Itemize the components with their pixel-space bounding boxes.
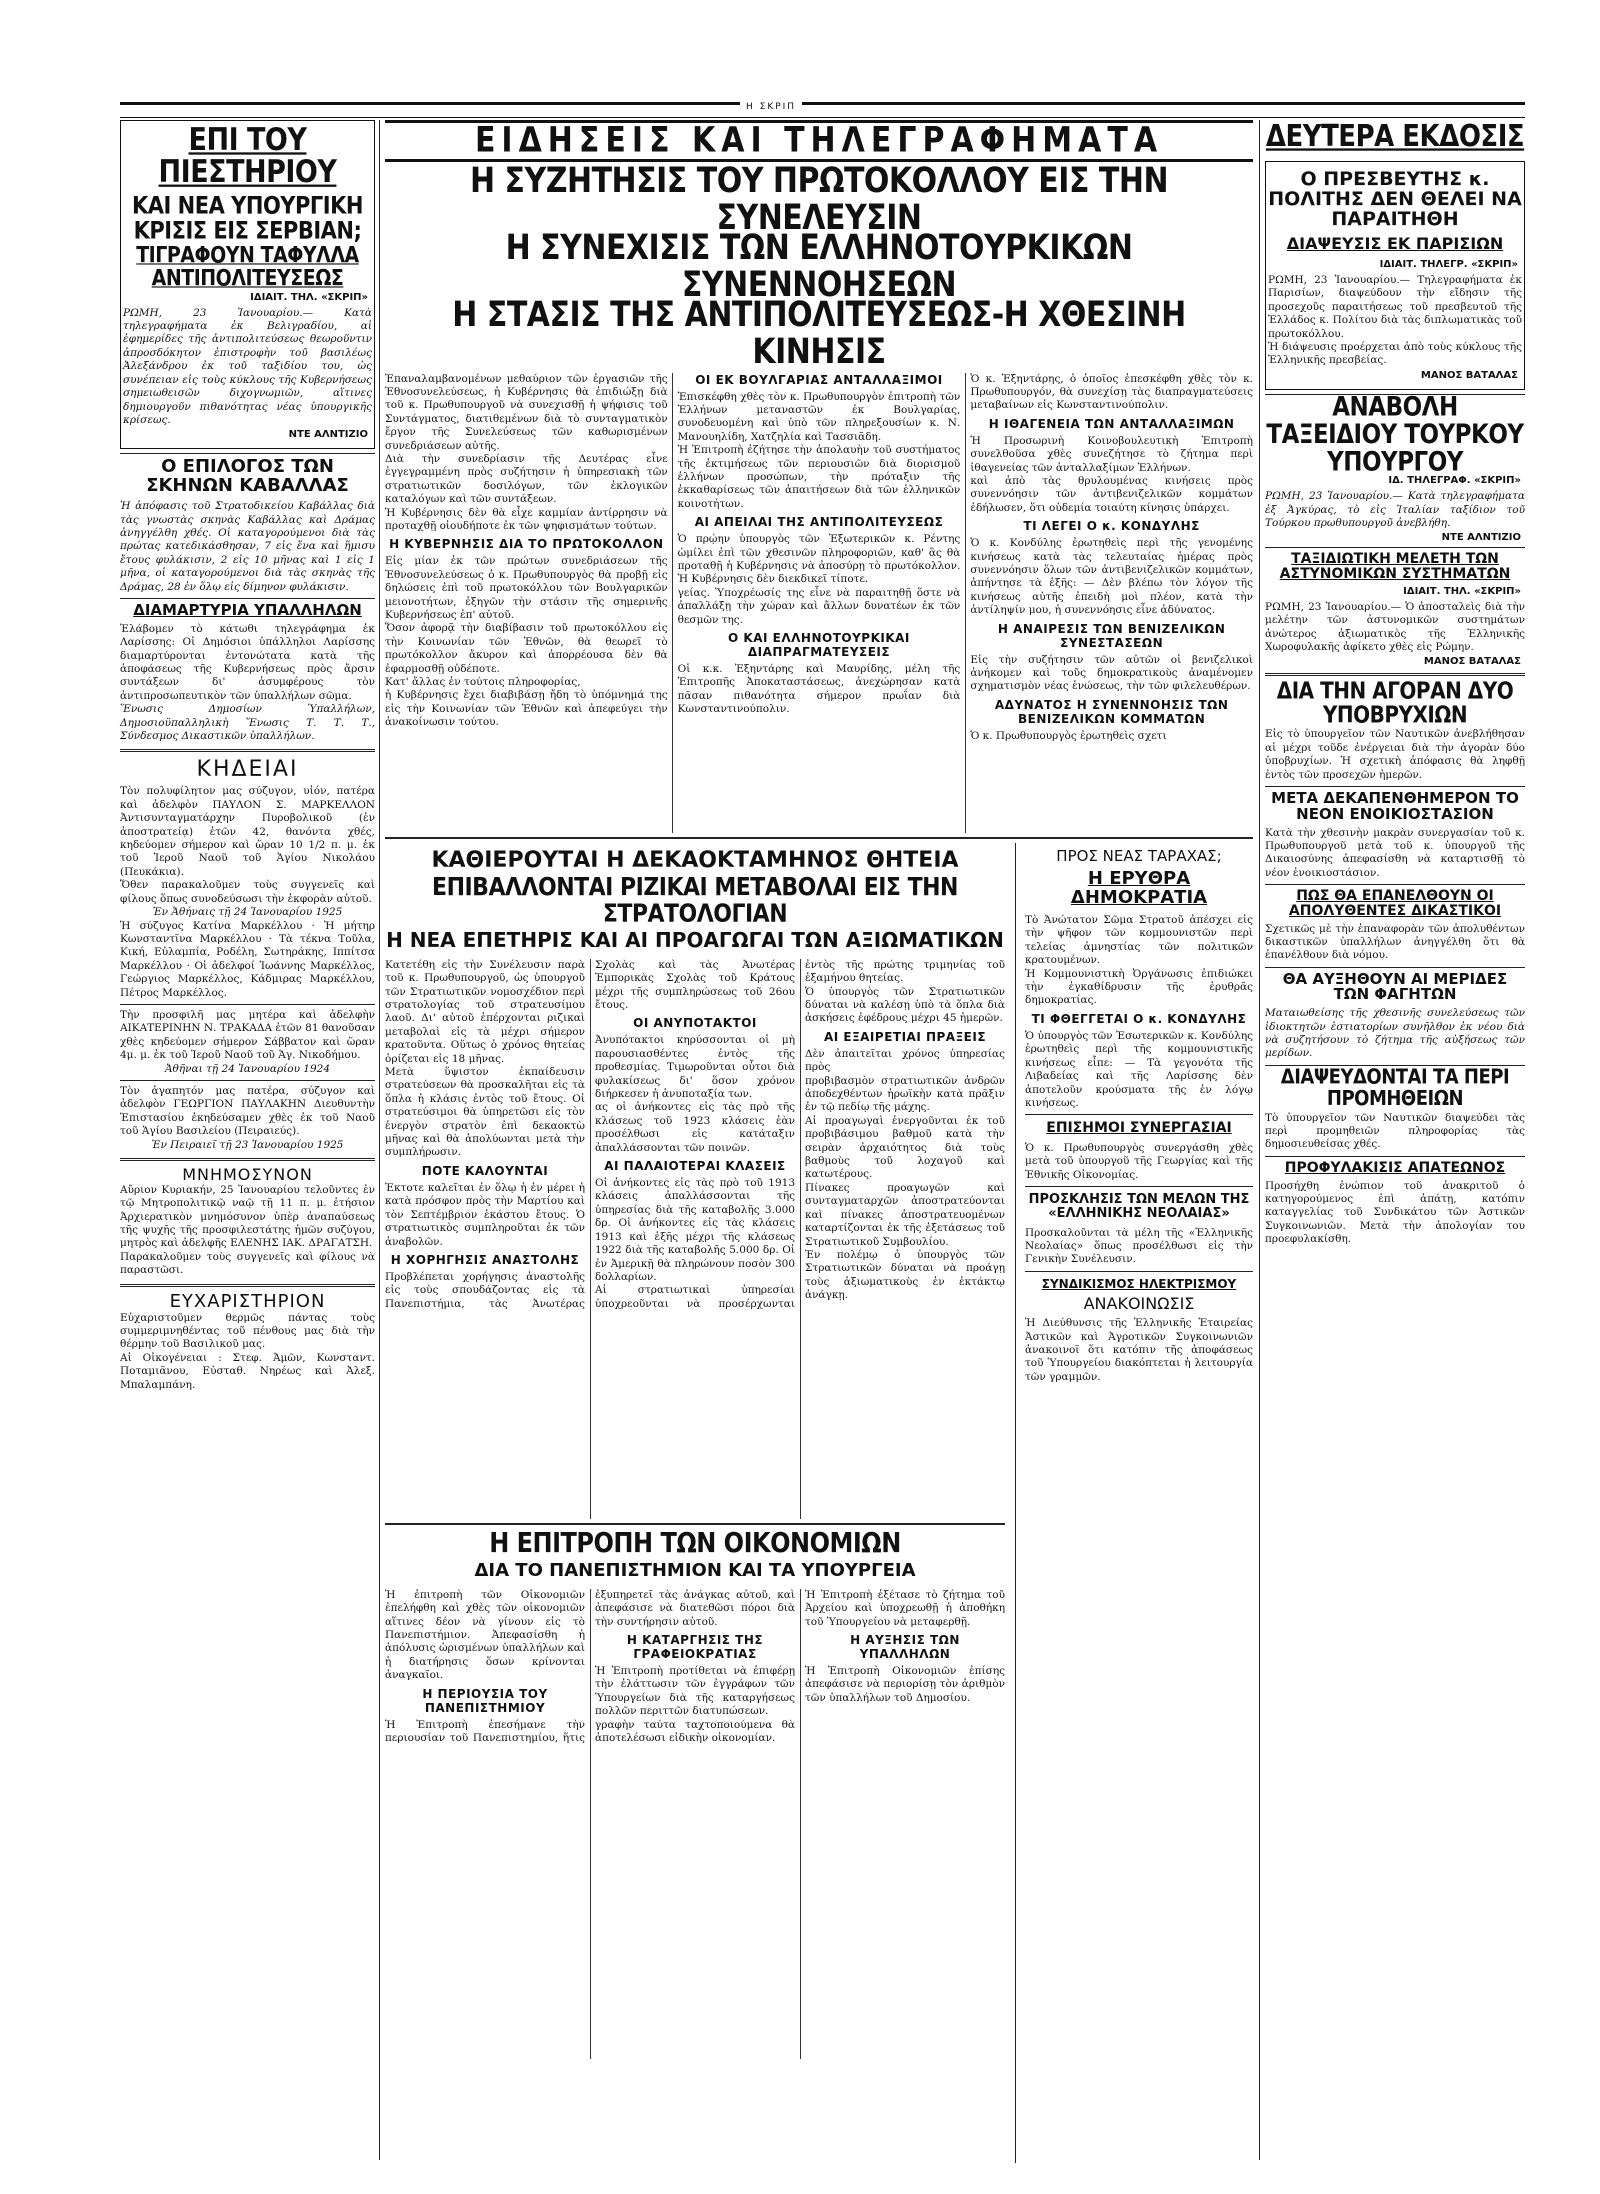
headline: ΕΠΙΒΑΛΛΟΝΤΑΙ ΡΙΖΙΚΑΙ ΜΕΤΑΒΟΛΑΙ ΕΙΣ ΤΗΝ ΣΤΡΑΤΟΛΟΓΙΑΝ (432, 872, 958, 929)
article-text: Κατὰ τὴν χθεσινὴν μακρὰν συνεργασίαν τοῦ κ. Πρωθυπουργοῦ μετὰ τοῦ κ. ὑπουργοῦ τῆς Δικαιοσύνης ἀπεφασίσθη νὰ καταρτισθῇ τὸ νέον ἐνοικιοστάσιον. (1265, 826, 1525, 879)
article-text: Ὁ κ. Κονδύλης ἐρωτηθεὶς περὶ τῆς γενομένης κινήσεως κατὰ τὰς τελευταίας ἡμέρας πρὸς συνεννόησιν ὅλων τῶν ἀντιβενιζελικῶν κομμάτων, ἀπήντησε τὰ ἑξῆς: — Δὲν βλέπω τὸν λόγον τῆς κινήσεως αὐτῆς ἐπειδὴ μοὶ πλέον, κατὰ τὴν ἀντίληψίν μου, ἡ συνεννόησις εἶνε ἀδύνατος. (970, 537, 1253, 617)
headline: ΠΡΟΣΚΛΗΣΙΣ ΤΩΝ ΜΕΛΩΝ ΤΗΣ «ΕΛΛΗΝΙΚΗΣ ΝΕΟΛΑΙΑΣ» (1028, 1192, 1250, 1221)
headline: ΚΑΙ ΝΕΑ ΥΠΟΥΡΓΙΚΗ ΚΡΙΣΙΣ ΕΙΣ ΣΕΡΒΙΑΝ; (132, 191, 363, 245)
headline: ΔΙΑ ΤΗΝ ΑΓΟΡΑΝ ΔΥΟ ΥΠΟΒΡΥΧΙΩΝ (1276, 676, 1514, 729)
notice-text: Αὔριον Κυριακήν, 25 Ἰανουαρίου τελοῦντες ἐν τῷ Μητροπολιτικῷ ναῷ τῇ 11 π. μ. ἐτήσιον Ἀρχιερατικὸν μνημόσυνον ὑπὲρ ἀναπαύσεως τῆς ψυχῆς τῆς προσφιλεστάτης ἡμῶν συζύγου, μητρὸς καὶ ἀδελφῆς ΕΛΕΝΗΣ ΙΑΚ. ΔΡΑΓΑΤΣΗ. (120, 1183, 375, 1250)
article-text: Ὁ ὑπουργὸς τῶν Στρατιωτικῶν δύναται νὰ καλέσῃ ὑπὸ τὰ ὅπλα διὰ ἀσκήσεις ἐφέδρους μέχρι 45 ἡμερῶν. (805, 985, 1005, 1025)
article-text: Οἱ ἀνήκοντες εἰς τὰς πρὸ τοῦ 1913 κλάσεις ἀπαλλάσσονται τῆς ὑπηρεσίας διὰ τῆς καταβολῆς 3.000 δρ. Οἱ ἀνήκοντες εἰς τὰς κλάσεις 1913 καὶ ἑξῆς μέχρι τῆς κλάσεως 1922 διὰ τῆς καταβολῆς 5.000 δρ. Οἱ ἐν Ἀμερικῇ θὰ πληρώνουν ποσὸν 300 δολλαρίων. (595, 1177, 795, 1283)
notice-text: Ὅθεν παρακαλοῦμεν τοὺς συγγενεῖς καὶ φίλους ὅπως συνοδεύσωσι τὴν ἐκφορὰν αὐτοῦ. (120, 879, 375, 905)
article-text: καὶ ἀπὸ τὰς θρυλουμένας κινήσεις πρὸς συνεννόησιν τῶν ἀντιβενιζελικῶν κομμάτων ἐδήλωσεν, ὅτι οὐδεμία τοιαύτη κίνησις ὑπάρχει. (970, 474, 1253, 514)
article-text: Ἡ Κομμουνιστικὴ Ὀργάνωσις ἐπιδιώκει τὴν ἐγκαθίδρυσιν τῆς ἐρυθρᾶς δημοκρατίας. (1025, 967, 1253, 1007)
masthead-label: Η ΣΚΡΙΠ (740, 102, 802, 112)
section-heading: ΜΝΗΜΟΣΥΝΟΝ (182, 1165, 313, 1184)
headline: ΠΡΟΦΥΛΑΚΙΣΙΣ ΑΠΑΤΕΩΝΟΣ (1284, 1159, 1506, 1176)
subheading: Η ΚΥΒΕΡΝΗΣΙΣ ΔΙΑ ΤΟ ΠΡΩΤΟΚΟΛΛΟΝ (389, 537, 664, 552)
headline: ΚΑΘΙΕΡΟΥΤΑΙ Η ΔΕΚΑΟΚΤΑΜΗΝΟΣ ΘΗΤΕΙΑ (431, 847, 959, 873)
article-text: Κατ' ἄλλας ἐν τούτοις πληροφορίας, (385, 676, 581, 689)
article-text: Ἐπαναλαμβανομένων μεθαύριον τῶν ἐργασιῶν τῆς Ἐθνοσυνελεύσεως, ἡ Κυβέρνησις θὰ ἐπιδιώξῃ διὰ τοῦ κ. Πρωθυπουργοῦ νὰ συνεχισθῇ ἡ ψήφισις τοῦ Συντάγματος, διατιθεμένων διὰ τὸ συνταγματικὸν ἔργον τῆς Συνελεύσεως τῶν καθωρισμένων συνεδριάσεων αὐτῆς. (385, 372, 668, 452)
article-text: ΡΩΜΗ, 23 Ἰανουαρίου.— Κατὰ τηλεγραφήματα ἐκ Βελιγραδίου, αἱ ἐφημερίδες τῆς ἀντιπολιτεύσεως θεωροῦντιν ἀπροσδόκητον ἐπιστροφὴν τοῦ βασιλέως Ἀλεξάνδρου ἐκ τοῦ ταξιδίου του, ὡς συνέπειαν εἰς τοὺς κύκλους τῆς Κυβερνήσεως σημειωθεισῶν διχογνωμιῶν, αἵτινες δημιουργοῦν πιθανότητας νέας ὑπουργικῆς κρίσεως. (123, 306, 372, 426)
article-text: Οἱ κ.κ. Ἐξηντάρης καὶ Μαυρίδης, μέλη τῆς Ἐπιτροπῆς Ἀποκαταστάσεως, ἀνεχώρησαν κατὰ πᾶσαν πιθανότητα σήμερον πρωΐαν διὰ Κωνσταντινούπολιν. (677, 663, 961, 716)
article-text: Εἰς τὴν συζήτησιν τῶν αὐτῶν οἱ βενιζελικοὶ ἀνήκομεν καὶ τοῦς δημοκρατικοὺς ἀναμένομεν σχηματισμὸν νέας ἑνώσεως, τὴν τῶν φιλελευθέρων. (970, 653, 1253, 693)
article-text: Ἡ Κυβέρνησις δὲν θὰ εἶχε καμμίαν ἀντίρρησιν νὰ προταχθῇ οἱουδήποτε ἐκ τῶν ψηφισμάτων τούτων. (385, 506, 668, 532)
headline: ΔΙΑΨΕΥΣΙΣ ΕΚ ΠΑΡΙΣΙΩΝ (1286, 234, 1504, 254)
subheading: Η ΧΟΡΗΓΗΣΙΣ ΑΝΑΣΤΟΛΗΣ (390, 1252, 580, 1267)
headline: ΘΑ ΑΥΞΗΘΟΥΝ ΑΙ ΜΕΡΙΔΕΣ ΤΩΝ ΦΑΓΗΤΩΝ (1282, 969, 1508, 1004)
article-text: Προσήχθη ἐνώπιον τοῦ ἀνακριτοῦ ὁ κατηγορούμενος ἐπὶ ἀπάτῃ, κατόπιν καταγγελίας τοῦ Συνδικάτου τῶν Ἀστικῶν Συγκοινωνιῶν. Μετὰ τὴν ἀπολογίαν του προεφυλακίσθη. (1265, 1179, 1525, 1246)
column-divider (379, 120, 380, 2160)
lower-middle (385, 843, 1253, 2173)
article-text: Κατετέθη εἰς τὴν Συνέλευσιν παρὰ τοῦ κ. Πρωθυπουργοῦ, ὡς ὑπουργοῦ τῶν Στρατιωτικῶν νομοσχέδιον περὶ στρατολογίας τοῦ στρατευσίμου λαοῦ. Δι' αὐτοῦ ἐπέρχονται ριζικαὶ μεταβολαὶ εἰς τὰ μέχρι σήμερον κρατοῦντα. Οὕτως ὁ χρόνος θητείας ὁρίζεται εἰς 18 μῆνας. (385, 958, 585, 1065)
headline: ΣΥΝΔΙΚΙΣΜΟΣ ΗΛΕΚΤΡΙΣΜΟΥ (1041, 1276, 1237, 1291)
article-text: Ὁ κ. Πρωθυπουργὸς συνεργάσθη χθὲς μετὰ τοῦ ὑπουργοῦ τῆς Γεωργίας καὶ τῆς Ἐθνικῆς Οἰκονομίας. (1025, 1142, 1253, 1181)
subheading: Η ΙΘΑΓΕΝΕΙΑ ΤΩΝ ΑΝΤΑΛΛΑΞΙΜΩΝ (988, 416, 1235, 431)
headline: Η ΝΕΑ ΕΠΕΤΗΡΙΣ ΚΑΙ ΑΙ ΠΡΟΑΓΩΓΑΙ ΤΩΝ ΑΞΙΩΜΑΤΙΚΩΝ (386, 927, 1004, 952)
headline: ΜΕΤΑ ΔΕΚΑΠΕΝΘΗΜΕΡΟΝ ΤΟ ΝΕΟΝ ΕΝΟΙΚΙΟΣΤΑΣΙΟΝ (1271, 789, 1519, 823)
subheading: ΟΙ ΑΝΥΠΟΤΑΚΤΟΙ (633, 1016, 757, 1031)
article-text: Προσκαλοῦνται τὰ μέλη τῆς «Ἑλληνικῆς Νεολαίας» ὅπως προσέλθωσι εἰς τὴν Γενικὴν Συνέλευσιν. (1025, 1226, 1253, 1266)
article-text: ΡΩΜΗ, 23 Ἰανουαρίου.— Ὁ ἀποσταλεὶς διὰ τὴν μελέτην τῶν ἀστυνομικῶν συστημάτων ἀνώτερος ἀξιωματικὸς τῆς Ἑλληνικῆς Χωροφυλακῆς ἀφίκετο χθὲς εἰς Ρώμην. (1265, 600, 1525, 653)
article-text: Ἡ Διεύθυνσις τῆς Ἑλληνικῆς Ἑταιρείας Ἀστικῶν καὶ Ἀγροτικῶν Συγκοινωνιῶν ἀνακοινοῖ ὅτι κατόπιν τῆς ἀποφάσεως τοῦ Ὑπουργείου διακόπτεται ἡ λειτουργία τῶν γραμμῶν. (1025, 1317, 1253, 1383)
dateline: ΙΔΙΑΙΤ. ΤΗΛΕΓΡ. «ΣΚΡΙΠ» (1379, 258, 1518, 270)
army-article (385, 843, 1005, 2059)
article-text: Τὸ ὑπουργεῖον τῶν Ναυτικῶν διαψεύδει τὰς περὶ προμηθειῶν πληροφορίας τὰς δημοσιευθείσας χθές. (1265, 1111, 1525, 1151)
article-text: Σχετικῶς μὲ τὴν ἐπαναφορὰν τῶν ἀπολυθέντων δικαστικῶν ὑπαλλήλων ἀνηγγέλθη ὅτι θὰ ἐπανέλθουν διὰ νόμου. (1265, 922, 1525, 962)
right-column (1265, 120, 1525, 1247)
article-text: Αἱ στρατιωτικαὶ ὑπηρεσίαι ὑποχρεοῦνται νὰ προσέρχωνται ἐντὸς τῆς πρώτης τριμηνίας τοῦ ἑξαμήνου θητείας. (595, 958, 1005, 1310)
article-text: Διὰ τὴν συνεδρίασιν τῆς Δευτέρας εἶνε ἐγγεγραμμένη πρὸς συζήτησιν ἡ ὑπηρεσιακὴ τῶν στρατιωτικῶν δοσιλόγων, τῶν ἐκλογικῶν καταλόγων καὶ τῶν συντάξεων. (385, 452, 668, 506)
subheading: Η ΑΝΑΙΡΕΣΙΣ ΤΩΝ ΒΕΝΙΖΕΛΙΚΩΝ ΣΥΝΕΣΤΑΣΕΩΝ (997, 621, 1226, 650)
article-text: Μετὰ ὕψιστον ἐκπαίδευσιν στρατεύσεων θὰ προσκαλῆται εἰς τὰ ὅπλα ἡ κλάσις ἐντὸς τοῦ ἔτους. Οἱ στρατεύσιμοι θὰ ὑπηρετῶσι εἰς τὸν ἐνεργὸν στρατὸν ἐπὶ δεκαοκτὼ μῆνας καὶ θὰ ἀπολύωνται μετὰ τὴν συμπλήρωσιν. (385, 1066, 585, 1159)
subheading: ΤΙ ΛΕΓΕΙ Ο κ. ΚΟΝΔΥΛΗΣ (1023, 519, 1200, 534)
notice-text: Τὴν προσφιλῆ μας μητέρα καὶ ἀδελφὴν ΑΙΚΑΤΕΡΙΝΗΝ Ν. ΤΡΑΚΑΔΑ ἐτῶν 81 θανοῦσαν χθὲς κηδεύομεν σήμερον Σάββατον καὶ ὥραν 4μ. μ. ἐκ τοῦ Ἱεροῦ Ναοῦ τοῦ Ἁγ. Νικοδήμου. (120, 1008, 375, 1062)
article-text: Ἡ Ἐπιτροπὴ ἐπεσήμανε τὴν περιουσίαν τοῦ Πανεπιστημίου, ἥτις ἐξυπηρετεῖ τὰς ἀνάγκας αὐτοῦ, καὶ ἀπεφάσισε νὰ διατεθῶσι πόροι διὰ τὴν συντήρησιν αὐτοῦ. (385, 1588, 795, 1745)
section-heading: ΚΗΔΕΙΑΙ (196, 757, 299, 783)
dateline: ΙΔΙΑΙΤ. ΤΗΛ. «ΣΚΡΙΠ» (250, 291, 368, 303)
article-text: Ἡ Ἐπιτροπὴ Οἰκονομιῶν ἐπίσης ἀπεφάσισε νὰ περιορίσῃ τὸν ἀριθμὸν τῶν ὑπαλλήλων τοῦ Δημοσίου. (805, 1665, 1005, 1704)
article-text: Ὁ ὑπουργὸς τῶν Ἐσωτερικῶν κ. Κονδύλης ἐρωτηθεὶς περὶ τῆς κομμουνιστικῆς κινήσεως εἶπε: — Τὰ γεγονότα τῆς Λιβαδείας καὶ τῆς Λαρίσσης δὲν ἀποτελοῦν κρούσματα τῆς ἐν λόγῳ κινήσεως. (1025, 1029, 1253, 1109)
article-text: Ὁ κ. Πρωθυπουργὸς ἐρωτηθεὶς σχετι (970, 729, 1167, 742)
dateline: ΙΔ. ΤΗΛΕΓΡΑΦ. «ΣΚΡΙΠ» (1388, 475, 1521, 487)
article-text: Ἡ Ἐπιτροπὴ ἐξέτασε τὸ ζήτημα τοῦ Ἀρχείου καὶ ὑποχρεωθῇ ἡ ἀποθήκη τοῦ Ὑπουργείου νὰ μεταφερθῇ. (805, 1588, 1005, 1628)
headline: Η ΕΠΙΤΡΟΠΗ ΤΩΝ ΟΙΚΟΝΟΜΙΩΝ (489, 1526, 901, 1559)
subheading: ΑΙ ΑΠΕΙΛΑΙ ΤΗΣ ΑΝΤΙΠΟΛΙΤΕΥΣΕΩΣ (694, 515, 944, 530)
headline: Η ΕΡΥΘΡΑ ΔΗΜΟΚΡΑΤΙΑ (1070, 868, 1208, 909)
notice-text: Αἱ Οἰκογένειαι : Στεφ. Ἀμῶν, Κωνσταντ. Ποταμιᾶνου, Εὐσταθ. Νηρέως καὶ Ἀλεξ. Μπαλαμπάνη. (120, 1351, 375, 1391)
article-text: Εἰς τὸ ὑπουργεῖον τῶν Ναυτικῶν ἀνεβλήθησαν αἱ μέχρι τοῦδε ἐνέργειαι διὰ τὴν ἀγορὰν δύο ὑποβρυχίων. Ἡ σχετικὴ ἀπόφασις θὰ ληφθῇ ἐντὸς τῶν προσεχῶν ἡμερῶν. (1265, 728, 1525, 781)
headline: ΑΝΑΒΟΛΗ ΤΑΞΕΙΔΙΟΥ ΤΟΥΡΚΟΥ ΥΠΟΥΡΓΟΥ (1266, 392, 1524, 478)
section-title: ΕΙΔΗΣΕΙΣ ΚΑΙ ΤΗΛΕΓΡΑΦΗΜΑΤΑ (474, 120, 1164, 161)
article-text: Ἡ διάψευσις προέρχεται ἀπὸ τοὺς κύκλους τῆς Ἑλληνικῆς πρεσβείας. (1268, 340, 1522, 367)
article-text: Ἡ Ἐπιτροπὴ προτίθεται νὰ ἐπιφέρῃ τὴν ἐλάττωσιν τῶν ἐγγράφων τῶν Ὑπουργείων διὰ τῆς καταργήσεως πολλῶν περιττῶν διατυπώσεων. (595, 1665, 795, 1718)
section-band (385, 120, 1253, 162)
headline: ΠΡΟΣ ΝΕΑΣ ΤΑΡΑΧΑΣ; (1056, 846, 1222, 865)
subheading: ΟΙ ΕΚ ΒΟΥΛΓΑΡΙΑΣ ΑΝΤΑΛΛΑΞΙΜΟΙ (695, 372, 943, 387)
article-text: Ἡ Ἐπιτροπὴ ἐζήτησε τὴν ἀπολαυὴν τοῦ συστήματος τῆς ἐκτιμήσεως τῶν περιουσιῶν διὰ διορισμοῦ ἑλλήνων προσώπων, τὴν πρόταξιν τῆς ἐκκαθαρίσεως τῶν ἀπαιτήσεων διὰ τῶν ἑλληνικῶν κοινοτήτων. (677, 444, 961, 510)
headline: ΔΙΑΜΑΡΤΥΡΙΑ ΥΠΑΛΛΗΛΩΝ (133, 600, 362, 619)
article-text: Αἱ προαγωγαὶ ἐνεργοῦνται ἐκ τοῦ προβιβάσιμου βαθμοῦ κατὰ τὴν σειρὰν ἀρχαιότητος διὰ τοὺς βαθμοὺς τοῦ λοχαγοῦ καὶ κατωτέρους. (805, 1114, 1005, 1181)
column-divider (1015, 843, 1016, 2163)
headline: Η ΣΥΝΕΧΙΣΙΣ ΤΩΝ ΕΛΛΗΝΟΤΟΥΡΚΙΚΩΝ ΣΥΝΕΝΝΟΗΣΕΩΝ (505, 227, 1133, 304)
headline: Ο ΠΡΕΣΒΕΥΤΗΣ κ. ΠΟΛΙΤΗΣ ΔΕΝ ΘΕΛΕΙ ΝΑ ΠΑΡΑΙΤΗΘΗ (1268, 168, 1522, 231)
headline: ΤΙΓΡΑΦΟΥΝ ΤΑΦΥΛΛΑ ΑΝΤΙΠΟΛΙΤΕΥΣΕΩΣ (136, 242, 359, 291)
article-text: γραφὴν ταύτα ταχτοποιούμενα θὰ ἀποτελέσωσι εἰδικὴν οἰκονομίαν. (595, 1718, 795, 1745)
left-column (120, 120, 375, 1392)
notice-text: Εὐχαριστοῦμεν θερμῶς πάντας τοὺς συμμεριμνηθέντας τοῦ πένθους μας διὰ τὴν θέρμην τοῦ Βασιλικοῦ μας. (120, 1311, 375, 1351)
article-text: Εἰς μίαν ἐκ τῶν πρώτων συνεδριάσεων τῆς Ἐθνοσυνελεύσεως ὁ κ. Πρωθυπουργὸς θὰ προβῇ εἰς δηλώσεις ἐπὶ τοῦ πρωτοκόλλου τῶν Βουλγαρικῶν μειονοτήτων, ἐξηγῶν τὴν στάσιν τῆς σημερινῆς Κυβερνήσεως ἐπ' αὐτοῦ. (385, 555, 668, 621)
subheading: ΤΙ ΦΘΕΓΓΕΤΑΙ Ο κ. ΚΟΝΔΥΛΗΣ (1031, 1011, 1247, 1026)
article-text: γείας. Ὑποχρέωσίς της εἶνε νὰ παραιτηθῇ ὅστε νὰ ἀπαλλάξῃ τὴν χώραν καὶ ἄλλων δυνατέων ἐκ τῶν θεσμῶν της. (677, 586, 961, 626)
headline: ΕΠΙΣΗΜΟΙ ΣΥΝΕΡΓΑΣΙΑΙ (1046, 1120, 1232, 1137)
subheading: ΑΙ ΠΑΛΑΙΟΤΕΡΑΙ ΚΛΑΣΕΙΣ (604, 1159, 786, 1174)
subheading: Η ΠΕΡΙΟΥΣΙΑ ΤΟΥ ΠΑΝΕΠΙΣΤΗΜΙΟΥ (422, 1686, 548, 1715)
notice-text: Παρακαλοῦμεν τοὺς συγγενεῖς καὶ φίλους νὰ παραστῶσι. (120, 1250, 375, 1277)
subheading: ΑΔΥΝΑΤΟΣ Η ΣΥΝΕΝΝΟΗΣΙΣ ΤΩΝ ΒΕΝΙΖΕΛΙΚΩΝ ΚΟΜΜΑΤΩΝ (994, 697, 1229, 726)
right-top-box (1265, 161, 1525, 389)
article-text: Ματαιωθείσης τῆς χθεσινῆς συνελεύσεως τῶν ἰδιοκτητῶν ἑστιατορίων συνῆλθον ἐκ νέου διὰ νὰ συζητήσουν τὸ ζήτημα τῆς αὐξήσεως τῶν μερίδων. (1265, 1007, 1525, 1060)
byline: ΝΤΕ ΑΛΝΤΙΖΙΟ (288, 429, 368, 441)
subheading: ΑΙ ΕΞΑΙΡΕΤΙΑΙ ΠΡΑΞΕΙΣ (823, 1029, 987, 1044)
article-text: Δὲν ἀπαιτεῖται χρόνος ὑπηρεσίας πρὸς (805, 1047, 1005, 1074)
masthead-rule (120, 102, 1525, 118)
notice-text: Τὸν πολυφίλητον μας σύζυγον, υἱόν, πατέρα καὶ ἀδελφὸν ΠΑΥΛΟΝ Σ. ΜΑΡΚΕΛΛΟΝ Ἀντισυνταγματάρχην Πυροβολικοῦ (ἐν ἀποστρατείᾳ) ἐτῶν 42, θανόντα χθές, κηδεύομεν σήμερον καὶ ὥραν 10 1/2 π. μ. ἐκ τοῦ Ἱεροῦ Ναοῦ τοῦ Ἁγίου Νικολάου (Πευκάκια). (120, 785, 375, 878)
article-text: Ἐπισκέφθη χθὲς τὸν κ. Πρωθυπουργὸν ἐπιτροπὴ τῶν Ἑλλήνων μεταναστῶν ἐκ Βουλγαρίας, συνοδευομένη καὶ ὑπὸ τῶν πληρεξουσίων κ. Ν. Μανουηλίδη, Χατζηλία καὶ Τασσιᾶδη. (677, 390, 961, 443)
left-top-box (120, 120, 375, 449)
subheading: Ο ΚΑΙ ΕΛΛΗΝΟΤΟΥΡΚΙΚΑΙ ΔΙΑΠΡΑΓΜΑΤΕΥΣΕΙΣ (728, 631, 910, 659)
signatories: Ἕνωσις Δημοσίων Ὑπαλλήλων, Δημοσιοϋπαλληλικὴ Ἕνωσις Τ. Τ. Τ., Σύνδεσμος Δικαστικῶν ὑπαλλήλων. (120, 703, 375, 742)
article-text: ας οἱ ἀνήκοντες εἰς τὰς πρὸ τῆς κλάσεως τοῦ 1923 κλάσεις ἐὰν προσέλθωσι εἰς κατάταξιν ἀπαλλάσσονται τῶν ποινῶν. (595, 1101, 795, 1154)
notice-date: Ἐν Ἀθήναις τῇ 24 Ἰανουαρίου 1925 (152, 906, 343, 919)
headline: Ο ΕΠΙΛΟΓΟΣ ΤΩΝ ΣΚΗΝΩΝ ΚΑΒΑΛΛΑΣ (146, 456, 349, 497)
column-divider (1259, 120, 1260, 2160)
article-text: Ἡ Προσωρινὴ Κοινοβουλευτικὴ Ἐπιτροπὴ συνελθοῦσα χθὲς συνεζήτησε τὸ ζήτημα περὶ ἰθαγενείας τῶν ἀνταλλαξίμων Ἑλλήνων. (970, 434, 1253, 474)
article-text: Ἐν πολέμῳ ὁ ὑπουργὸς τῶν Στρατιωτικῶν δύναται νὰ προάγῃ τοὺς ἀξιωματικοὺς ἐν ἐκτάκτῳ ἀνάγκῃ. (805, 1248, 1005, 1302)
headline: ΕΠΙ ΤΟΥ ΠΙΕΣΤΗΡΙΟΥ (158, 122, 337, 191)
mid-right-subcolumn (1025, 843, 1253, 1385)
headline: ΔΙΑ ΤΟ ΠΑΝΕΠΙΣΤΗΜΙΟΝ ΚΑΙ ΤΑ ΥΠΟΥΡΓΕΙΑ (474, 1559, 916, 1581)
dateline: ΙΔΙΑΙΤ. ΤΗΛ. «ΣΚΡΙΠ» (1403, 585, 1521, 597)
article-text: προβιβασμὸν στρατιωτικῶν ἀνδρῶν ἀποδεχθέντων ἡρωϊκὴν κατὰ πρᾶξιν ἐν τῷ πεδίῳ τῆς μάχης. (805, 1074, 1005, 1114)
middle-column (385, 120, 1253, 2173)
notice-date: Ἀθῆναι τῇ 24 Ἰανουαρίου 1924 (164, 1062, 331, 1075)
article-text: ἡ Κυβέρνησις ἔχει διαβιβάσῃ ἤδη τὸ ὑπόμνημά της εἰς τὴν Κοινωνίαν τῶν Ἐθνῶν καὶ ἀπεφεύγει τὴν ἀνακοίνωσιν τούτου. (385, 689, 668, 729)
article-text: Προβλέπεται χορήγησις ἀναστολῆς εἰς τοὺς σπουδάζοντας εἰς τὰ Πανεπιστήμια, τὰς Ἀνωτέρας Σχολὰς καὶ τὰς Ἀνωτέρας Ἐμπορικὰς Σχολὰς τοῦ Κράτους μέχρι τῆς συμπληρώσεως τοῦ 26ου ἔτους. (385, 958, 795, 1310)
subheading: ΠΟΤΕ ΚΑΛΟΥΝΤΑΙ (421, 1163, 549, 1178)
headline: ΔΙΑΨΕΥΔΟΝΤΑΙ ΤΑ ΠΕΡΙ ΠΡΟΜΗΘΕΙΩΝ (1280, 1064, 1510, 1111)
article-text: Τὸ Ἀνώτατον Σῶμα Στρατοῦ ἀπέσχει εἰς τὴν ψῆφον τῶν κομμουνιστῶν περὶ τελείας ἀμνηστίας τῶν πολιτικῶν κρατουμένων. (1025, 914, 1253, 967)
notice-text: Ἡ σύζυγος Κατίνα Μαρκέλλου · Ἡ μήτηρ Κωνσταντῖνα Μαρκέλλου · Τὰ τέκνα Τοῦλα, Κική, Εὐλαμπία, Ροδέλη, Σωτηράκης, Ιππίτσα Μαρκέλλου · Οἱ ἀδελφοί Ἰωάννης Μαρκέλλος, Γεώργιος Μαρκέλλος, Κάδμιρας Μαρκέλλου, Πέτρος Μαρκέλλος. (120, 919, 375, 999)
byline: ΝΤΕ ΑΛΝΤΙΖΙΟ (1441, 532, 1521, 544)
headline: Η ΣΥΖΗΤΗΣΙΣ ΤΟΥ ΠΡΩΤΟΚΟΛΛΟΥ ΕΙΣ ΤΗΝ ΣΥΝΕΛΕΥΣΙΝ (469, 160, 1169, 237)
main-news-columns (385, 373, 1253, 833)
article-text: ΡΩΜΗ, 23 Ἰανουαρίου.— Τηλεγραφήματα ἐκ Παρισίων, διαψεύδουν τὴν εἴδησιν τῆς προσεχοῦς παραιτήσεως τοῦ πρεσβευτοῦ τῆς Ἑλλάδος κ. Πολίτου διὰ τὰς διπλωματικὰς τοῦ πρωτοκόλλου. (1268, 273, 1522, 340)
article-text: Ἐλάβομεν τὸ κάτωθι τηλεγράφημα ἐκ Λαρίσσης: Οἱ Δημόσιοι ὑπάλληλοι Λαρίσσης διαμαρτύρονται ἐντονώτατα κατὰ τῆς ἀποφάσεως τῆς Κυβερνήσεως πρὸς ἄρσιν συντάξεων δι' ἀσυμφέρους τὸν ἀντιπροσωπευτικὸν τῶν ὑπαλλήλων σῶμα. (120, 622, 375, 702)
article-text: ΡΩΜΗ, 23 Ἰανουαρίου.— Κατὰ τηλεγραφήματα ἐξ Ἀγκύρας, τὸ εἰς Ἰταλίαν ταξίδιον τοῦ Τούρκου πρωθυπουργοῦ ἀνεβλήθη. (1265, 490, 1525, 529)
headline: ΠΩΣ ΘΑ ΕΠΑΝΕΛΘΟΥΝ ΟΙ ΑΠΟΛΥΘΕΝΤΕΣ ΔΙΚΑΣΤΙΚΟΙ (1288, 888, 1502, 919)
article-text: Ἀνυπότακτοι κηρύσσονται οἱ μὴ παρουσιασθέντες ἐντὸς τῆς προθεσμίας. Τιμωροῦνται οὗτοι διὰ φυλακίσεως δι' ὅσον χρόνον διήρκεσεν ἡ ἀνυποταξία των. (595, 1034, 795, 1101)
economy-article-columns (385, 1589, 1005, 2059)
subheading: Η ΚΑΤΑΡΓΗΣΙΣ ΤΗΣ ΓΡΑΦΕΙΟΚΡΑΤΙΑΣ (626, 1633, 764, 1662)
headline: ΔΕΥΤΕΡΑ ΕΚΔΟΣΙΣ (1265, 119, 1525, 155)
notice-date: Ἐν Πειραιεῖ τῇ 23 Ἰανουαρίου 1925 (151, 1138, 344, 1151)
notice-text: Τὸν ἀγαπητόν μας πατέρα, σύζυγον καὶ ἀδελφὸν ΓΕΩΡΓΙΟΝ ΠΑΥΛΑΚΗΝ Διευθυντὴν Ἐπιστασίου ἐκηδεύσαμεν χθὲς ἐκ τοῦ Ναοῦ τοῦ Ἁγίου Βασιλείου (Πειραιεύς). (120, 1084, 375, 1138)
article-text: Πίνακες προαγωγῶν καὶ συνταγματαρχῶν ἀποστρατεύονται καὶ πίνακες ἀποστρατευομένων καταρτίζονται ἐκ τῆς ἐξετάσεως τοῦ Στρατιωτικοῦ Συμβουλίου. (805, 1181, 1005, 1248)
headline: Η ΣΤΑΣΙΣ ΤΗΣ ΑΝΤΙΠΟΛΙΤΕΥΣΕΩΣ-Η ΧΘΕΣΙΝΗ ΚΙΝΗΣΙΣ (452, 294, 1186, 371)
byline: ΜΑΝΟΣ ΒΑΤΑΛΑΣ (1423, 656, 1521, 668)
article-text: Ἡ ἐπιτροπὴ τῶν Οἰκονομιῶν ἐπελήφθη καὶ χθὲς τῶν οἰκονομιῶν αἵτινες δέον νὰ γίνουν εἰς τὸ Πανεπιστήμιον. Ἀπεφασίσθη ἡ ἀπόλυσις ὡρισμένων ὑπαλλήλων καὶ ἡ διατήρησις ὅσων κρίνονται ἀναγκαῖοι. (385, 1588, 585, 1682)
subheading: Η ΑΥΞΗΣΙΣ ΤΩΝ ΥΠΑΛΛΗΛΩΝ (850, 1633, 960, 1662)
article-text: Ὅσον ἀφορᾷ τὴν διαβίβασιν τοῦ πρωτοκόλλου εἰς τὴν Κοινωνίαν τῶν Ἐθνῶν, θὰ θεωρεῖ τὸ πρωτόκολλον ἄκυρον καὶ ἀπορρέουσα δὲν θὰ ἐφαρμοσθῇ οὐδέποτε. (385, 622, 668, 675)
headline: ΑΝΑΚΟΙΝΩΣΙΣ (1083, 1294, 1195, 1314)
article-text: Ἐκτοτε καλεῖται ἐν ὅλῳ ἡ ἐν μέρει ἡ κατὰ πρόσφον πρὸς τὴν Μαρτίου καὶ τὸν Σεπτέμβριον ἑκάστου ἔτους. Ὁ στρατιωτικὸς συμπληροῦται ἐκ τῶν ἀναβολῶν. (385, 1181, 585, 1248)
article-text: Ἡ ἀπόφασις τοῦ Στρατοδικείου Καβάλλας διὰ τὰς γνωστὰς σκηνὰς Καβάλλας καὶ Δράμας ἀνηγγέλθη χθές. Οἱ καταγορούμενοι διὰ τὰς πρώτας κατεδικάσθησαν, 7 εἰς ἕνα καὶ ἥμισυ ἔτους φυλάκισιν, 2 εἰς 10 μῆνας καὶ 1 εἰς 1 μῆνα, οἱ καταγορούμενοι διὰ τὰς σκηνὰς τῆς Δράμας, 28 ἐν ὅλῳ εἰς δίμηνον φυλάκισιν. (120, 500, 375, 593)
army-article-columns (385, 959, 1005, 1519)
byline: ΜΑΝΟΣ ΒΑΤΑΛΑΣ (1420, 369, 1518, 381)
headline: ΤΑΞΙΔΙΩΤΙΚΗ ΜΕΛΕΤΗ ΤΩΝ ΑΣΤΥΝΟΜΙΚΩΝ ΣΥΣΤΗΜΑΤΩΝ (1279, 551, 1511, 583)
section-heading: ΕΥΧΑΡΙΣΤΗΡΙΟΝ (169, 1290, 326, 1312)
newspaper-page (120, 102, 1525, 2162)
article-text: Ὁ πρῴην ὑπουργὸς τῶν Ἐξωτερικῶν κ. Ρέντης ὡμίλει ἐπὶ τῶν χθεσινῶν πληροφοριῶν, καθ' ἃς θὰ προταθῇ ἡ Κυβέρνησις νὰ ἀποσύρῃ τὸ πρωτόκολλον. Ἡ Κυβέρνησις δὲν διεκδικεῖ τίποτε. (677, 533, 961, 586)
article-text: Ὁ κ. Ἐξηντάρης, ὁ ὁποῖος ἐπεσκέφθη χθὲς τὸν κ. Πρωθυπουργόν, θὰ συνεχίσῃ τὰς διαπραγματεύσεις μεταβαίνων εἰς Κωνσταντινούπολιν. (970, 372, 1253, 412)
